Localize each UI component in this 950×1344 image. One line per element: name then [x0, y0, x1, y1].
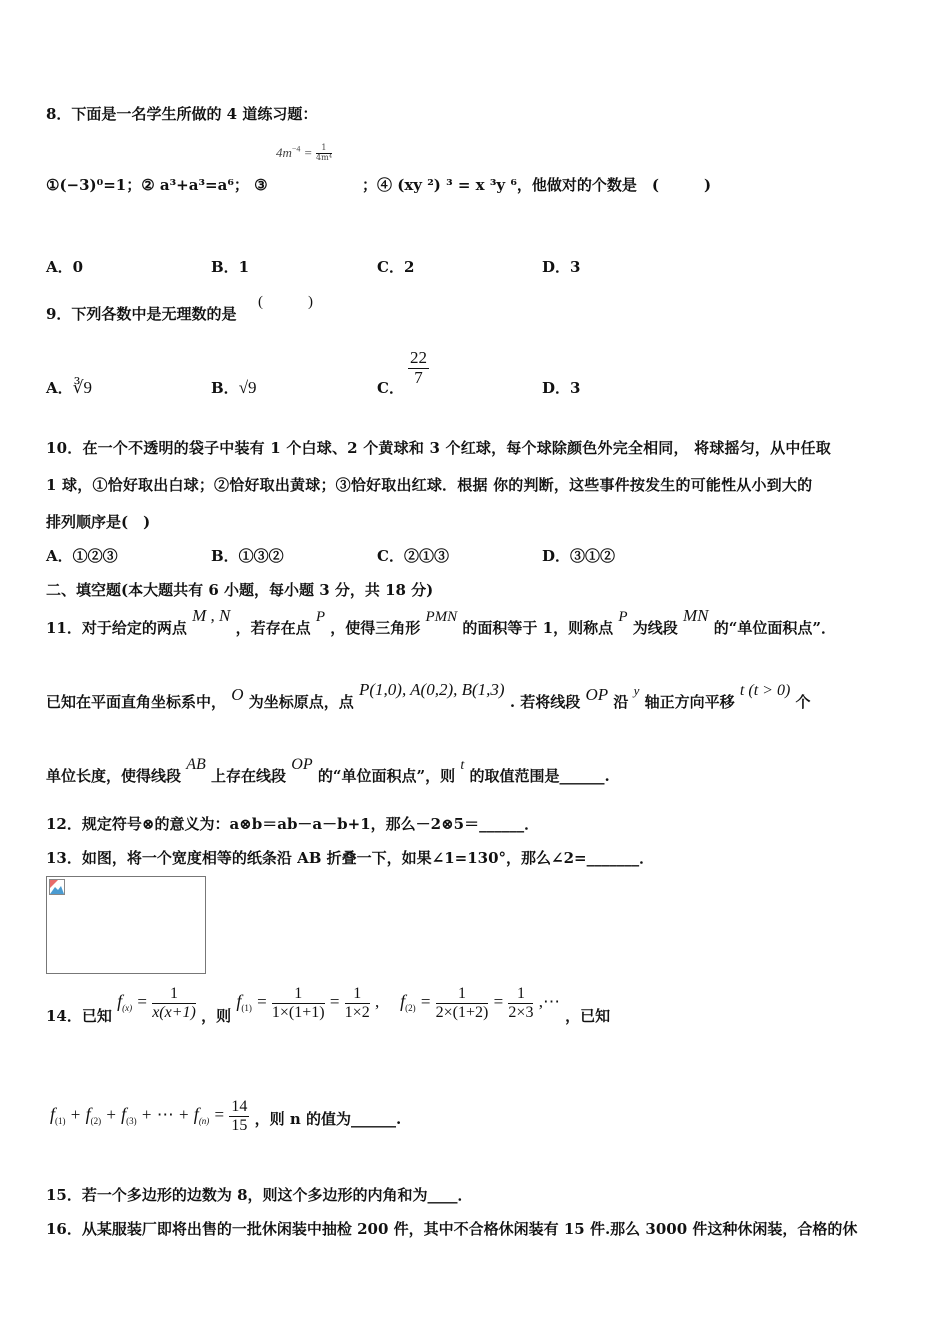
q13-figure-placeholder: [46, 876, 206, 974]
q11-line-1: 11．对于给定的两点 M , N ，若存在点 P ，使得三角形 PMN 的面积等于 1，则称点 P 为线段 MN 的“单位面积点”．: [46, 606, 836, 637]
q10-line-1: 10．在一个不透明的袋子中装有 1 个白球、2 个黄球和 3 个红球，每个球除颜色外完全相同， 将球摇匀，从中任取: [46, 439, 831, 457]
q12: 12．规定符号⊗的意义为：a⊗b＝ab－a－b+1，那么－2⊗5＝______．: [46, 815, 540, 833]
q8-option-d: D．3: [542, 258, 581, 276]
q9-option-b: B．√9: [211, 378, 257, 397]
q10-option-c: C．②①③: [377, 547, 449, 565]
q11-line-2: 已知在平面直角坐标系中， O 为坐标原点，点 P(1,0), A(0,2), B(1,3) . 若将线段 OP 沿 y 轴正方向平移 t (t > 0) 个: [46, 680, 811, 711]
q8-option-b: B．1: [211, 258, 250, 276]
q8-line-b: ；④ (xy ²) ³ = x ³y ⁶，他做对的个数是 ( ): [362, 176, 712, 194]
q8-title: 8．下面是一名学生所做的 4 道练习题：: [46, 105, 318, 123]
broken-image-icon: [49, 879, 65, 895]
q9-option-d: D．3: [542, 379, 581, 397]
q8-option-a: A．0: [46, 258, 84, 276]
q9-option-a: A．∛9: [46, 378, 92, 397]
q9-option-c-label: C．: [377, 379, 404, 397]
q8-option-c: C．2: [377, 258, 415, 276]
q9-option-c-fraction: $\frac{22}{7}$: [410, 348, 427, 387]
q10-line-2: 1 球，①恰好取出白球；②恰好取出黄球；③恰好取出红球．根据 你的判断，这些事件按发生的可能性从小到大的: [46, 476, 813, 494]
q14-line-1: 14．已知 $f_{(x)}$ = $\frac{1}{x(x+1)}$ ，则 $f_{(1)}$ = $\frac{1}{1\times(1+1)}$ = $\frac{1}{1\times 2}$ , $f_{(2)}$ = $\frac{1}{2\times(1+2)}$ = $\frac{1}{2\times 3}$ ,⋯ ，已知: [46, 985, 611, 1026]
q15: 15．若一个多边形的边数为 8，则这个多边形的内角和为____．: [46, 1186, 473, 1204]
q10-option-d: D．③①②: [542, 547, 616, 565]
q8-formula-3: $4m^{-4}$ = $\frac{1}{\text{4m⁴}}$: [276, 143, 332, 162]
q8-line-a: ①(−3)⁰=1；② a³+a³=a⁶； ③: [46, 176, 268, 194]
q10-option-b: B．①③②: [211, 547, 284, 565]
q9-title: 9．下列各数中是无理数的是: [46, 305, 237, 323]
q11-line-3: 单位长度，使得线段 AB 上存在线段 OP 的“单位面积点”，则 t 的取值范围是______.: [46, 756, 610, 785]
q10-line-3: 排列顺序是( ): [46, 513, 151, 531]
q16: 16．从某服装厂即将出售的一批休闲装中抽检 200 件，其中不合格休闲装有 15 件.那么 3000 件这种休闲装，合格的休: [46, 1220, 858, 1238]
q10-option-a: A．①②③: [46, 547, 118, 565]
q9-paren: ( ): [258, 294, 313, 310]
q14-line-2: $f_{(1)} + f_{(2)} + f_{(3)}$ + ⋯ + $f_{(n)}$ = $\frac{14}{15}$ ，则 n 的值为______.: [50, 1098, 402, 1134]
section-2-heading: 二、填空题(本大题共有 6 小题，每小题 3 分，共 18 分): [46, 581, 434, 599]
q13: 13．如图，将一个宽度相等的纸条沿 AB 折叠一下，如果∠1=130°，那么∠2=_______．: [46, 849, 655, 867]
